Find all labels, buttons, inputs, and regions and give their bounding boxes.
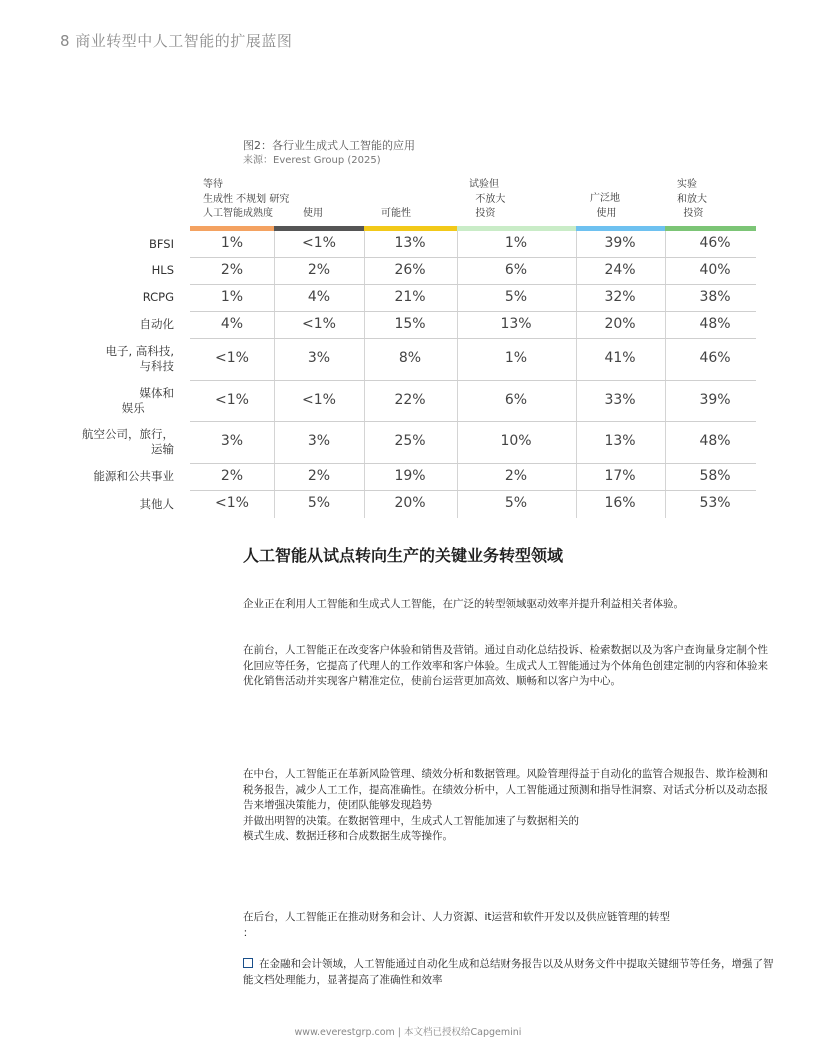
table-cell: <1%: [215, 350, 249, 366]
table-cell: <1%: [302, 391, 336, 408]
table-cell: 1%: [220, 235, 244, 251]
table-cell: 39%: [699, 391, 731, 408]
row-label: 其他人: [139, 496, 174, 511]
paragraph-back-office: 在后台，人工智能正在推动财务和会计、人力资源、it运营和软件开发以及供应链管理的转型 ：: [243, 911, 671, 939]
column-header-6: 实验 和放大 投资: [677, 179, 707, 219]
column-header-1: 等待 生成性 不规划 研究 人工智能成熟度: [203, 179, 290, 219]
table-cell: 20%: [604, 315, 636, 332]
table-cell: 1%: [504, 235, 528, 251]
column-header-5: 广泛地 使用: [590, 193, 620, 219]
column-color-bar-2: [274, 226, 364, 231]
row-label: BFSI: [149, 236, 174, 251]
bullet-finance-text: 在金融和会计领域，人工智能通过自动化生成和总结财务报告以及从财务文件中提取关键细节等任务，增强了智能文档处理能力，显著提高了准确性和效率: [243, 958, 774, 986]
paragraph-intro: 企业正在利用人工智能和生成式人工智能，在广泛的转型领域驱动效率并提升利益相关者体验。: [243, 598, 684, 610]
table-cell: 10%: [500, 433, 532, 449]
column-divider: [665, 231, 666, 518]
table-cell: 25%: [394, 433, 426, 449]
table-cell: 21%: [394, 288, 426, 305]
table-cell: 2%: [220, 261, 244, 278]
table-cell: 24%: [604, 261, 636, 278]
table-cell: <1%: [215, 391, 249, 408]
column-color-bar-5: [576, 226, 665, 231]
row-divider: [190, 380, 756, 381]
table-cell: 1%: [220, 288, 244, 305]
section-heading: 人工智能从试点转向生产的关键业务转型领域: [243, 546, 564, 565]
table-cell: 4%: [220, 315, 244, 332]
table-cell: 22%: [394, 391, 426, 408]
table-cell: 3%: [220, 433, 244, 449]
column-divider: [364, 231, 365, 518]
table-cell: 53%: [699, 495, 731, 511]
column-header-4: 试验但 不放大 投资: [469, 179, 506, 219]
row-divider: [190, 257, 756, 258]
table-cell: 20%: [394, 495, 426, 511]
table-cell: 3%: [307, 433, 331, 449]
column-divider: [457, 231, 458, 518]
table-cell: 41%: [604, 350, 636, 366]
table-cell: <1%: [302, 235, 336, 251]
row-divider: [190, 421, 756, 422]
row-divider: [190, 311, 756, 312]
row-label: 航空公司，旅行， 运输: [82, 427, 174, 456]
table-cell: 39%: [604, 235, 636, 251]
column-color-bar-3: [364, 226, 457, 231]
column-header-3: 可能性: [381, 208, 411, 219]
table-cell: 38%: [699, 288, 731, 305]
table-cell: 46%: [699, 235, 731, 251]
table-cell: <1%: [302, 315, 336, 332]
row-label: 自动化: [139, 317, 174, 331]
row-divider: [190, 284, 756, 285]
row-label: 能源和公共事业: [93, 469, 174, 483]
table-cell: 4%: [307, 288, 331, 305]
table-cell: 6%: [504, 391, 528, 408]
table-cell: 1%: [504, 350, 528, 366]
table-cell: 16%: [604, 495, 636, 511]
table-cell: 2%: [504, 467, 528, 484]
table-cell: 2%: [307, 467, 331, 484]
table-cell: <1%: [215, 495, 249, 511]
paragraph-middle-office: 在中台，人工智能正在革新风险管理、绩效分析和数据管理。风险管理得益于自动化的监管合规报告、欺诈检测和税务报告，减少人工工作，提高准确性。在绩效分析中，人工智能通过预测和指导性洞察、对话式分析以及动态报告来增强决策能力，使团队能够发现趋势 并做出明智的决策。在数据管理中，生成式人工智能加速了与数据相关的 模式生成、数据迁移和合成数据生成等操作。: [243, 768, 768, 842]
row-label: RCPG: [142, 290, 174, 304]
checkbox-bullet-icon: [243, 958, 253, 968]
table-cell: 33%: [604, 391, 636, 408]
table-cell: 48%: [699, 433, 731, 449]
column-divider: [576, 231, 577, 518]
table-cell: 15%: [394, 315, 426, 332]
row-label: 电子, 高科技, 与科技: [105, 344, 174, 373]
column-color-bar-1: [190, 226, 274, 231]
figure-source: 来源：Everest Group (2025): [243, 155, 381, 166]
paragraph-front-office: 在前台，人工智能正在改变客户体验和销售及营销。通过自动化总结投诉、检索数据以及为客户查询量身定制个性化回应等任务，它提高了代理人的工作效率和客户体验。生成式人工智能通过为个体角色创建定制的内容和体验来优化销售活动并实现客户精准定位，使前台运营更加高效、顺畅和以客户为中心。: [243, 644, 768, 687]
figure-title: 图2：各行业生成式人工智能的应用: [243, 139, 415, 152]
table-cell: 40%: [699, 261, 731, 278]
column-color-bar-4: [457, 226, 576, 231]
column-header-2: 使用: [303, 208, 323, 219]
column-divider: [274, 231, 275, 518]
table-cell: 32%: [604, 288, 636, 305]
table-cell: 2%: [307, 261, 331, 278]
row-label: HLS: [151, 263, 174, 277]
table-cell: 46%: [699, 350, 731, 366]
table-cell: 19%: [394, 467, 426, 484]
table-cell: 13%: [500, 315, 532, 332]
table-cell: 5%: [504, 495, 528, 511]
bullet-finance: [243, 957, 778, 988]
page-header: 8 商业转型中人工智能的扩展蓝图: [60, 32, 293, 50]
footer: www.everestgrp.com | 本文档已授权给Capgemini: [294, 1027, 522, 1038]
row-divider: [190, 463, 756, 464]
table-cell: 48%: [699, 315, 731, 332]
table-cell: 17%: [604, 467, 636, 484]
table-cell: 2%: [220, 467, 244, 484]
row-divider: [190, 338, 756, 339]
table-cell: 5%: [504, 288, 528, 305]
table-cell: 26%: [394, 261, 426, 278]
table-cell: 6%: [504, 261, 528, 278]
table-cell: 5%: [307, 495, 331, 511]
table-cell: 58%: [699, 467, 731, 484]
table-cell: 3%: [307, 350, 331, 366]
table-cell: 13%: [394, 235, 426, 251]
row-label: 媒体和 娱乐: [121, 385, 174, 415]
table-cell: 13%: [604, 433, 636, 449]
table-cell: 8%: [398, 350, 422, 366]
column-color-bar-6: [665, 226, 756, 231]
row-divider: [190, 490, 756, 491]
